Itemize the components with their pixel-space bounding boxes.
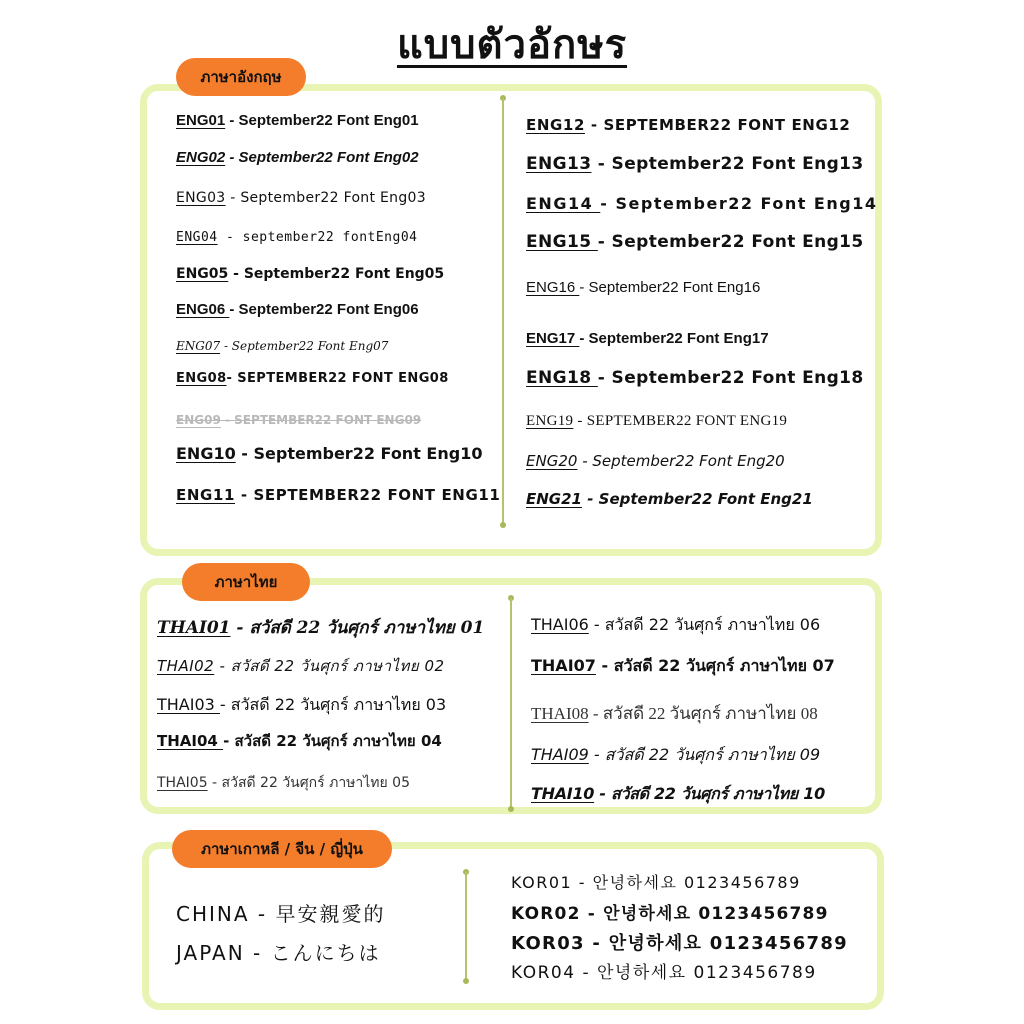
font-sample-text: - September22 Font Eng15: [597, 232, 864, 252]
font-code: ENG05: [176, 266, 229, 282]
font-code: ENG07: [176, 339, 221, 353]
font-sample-text: - September22 Font Eng14: [600, 194, 878, 213]
font-sample-text: - September22 Font Eng01: [225, 112, 419, 129]
font-sample-text: - SEPTEMBER22 FONT ENG08: [226, 371, 449, 386]
font-sample-eng21: [526, 492, 813, 507]
page-title: แบบตัวอักษร: [396, 22, 628, 68]
font-code: ENG17: [526, 330, 580, 347]
font-code: ENG06: [176, 301, 230, 318]
font-code: ENG04: [176, 230, 218, 245]
font-code: ENG09: [176, 413, 221, 427]
font-sample-thai10: [531, 786, 825, 802]
font-code: ENG16: [526, 279, 580, 296]
font-sample-eng18: [526, 370, 864, 387]
asian-divider: [465, 872, 467, 982]
font-sample-text: - SEPTEMBER22 FONT ENG19: [573, 413, 788, 429]
font-sample-eng19: [526, 414, 787, 429]
font-sample-thai09: [531, 747, 820, 763]
font-sample-kor02: KOR02 - 안녕하세요 0123456789: [511, 904, 829, 924]
font-sample-text: - September22 Font Eng16: [579, 279, 761, 296]
font-code: THAI06: [531, 615, 589, 634]
font-sample-eng14: [526, 196, 877, 212]
font-code: THAI02: [157, 657, 215, 675]
font-sample-thai01: [157, 620, 484, 637]
font-sample-thai06: [531, 617, 820, 633]
font-sample-china: CHINA - 早安親愛的: [176, 902, 386, 926]
font-code: ENG20: [526, 452, 578, 470]
font-code: ENG13: [526, 154, 592, 174]
font-code: ENG10: [176, 444, 236, 463]
font-code: ENG18: [526, 368, 598, 388]
font-sample-text: - สวัสดี 22 วันศุกร์ ภาษาไทย 06: [588, 615, 821, 634]
font-sample-text: - สวัสดี 22 วันศุกร์ ภาษาไทย 05: [207, 775, 411, 791]
font-code: THAI07: [531, 656, 596, 675]
font-sample-text: - สวัสดี 22 วันศุกร์ ภาษาไทย 08: [588, 704, 818, 723]
font-sample-eng08: [176, 372, 449, 385]
font-code: THAI08: [531, 704, 589, 723]
thai-tab: ภาษาไทย: [182, 563, 310, 601]
divider-dot-bottom: [463, 978, 469, 984]
font-sample-eng02: [176, 150, 419, 165]
font-sample-eng01: [176, 113, 419, 128]
font-sample-text: - September22 Font Eng13: [591, 154, 864, 174]
font-sample-eng06: [176, 302, 419, 317]
font-sample-eng20: [526, 454, 785, 469]
font-code: ENG01: [176, 112, 226, 129]
font-sample-eng05: [176, 267, 444, 281]
font-code: ENG08: [176, 371, 227, 386]
font-code: ENG21: [526, 490, 582, 508]
font-sample-eng04: [176, 231, 417, 244]
font-sample-text: - SEPTEMBER22 FONT ENG11: [235, 486, 501, 504]
thai-divider: [510, 598, 512, 810]
font-sample-thai05: [157, 776, 410, 790]
font-code: ENG14: [526, 194, 601, 213]
font-sample-text: - september22 fontEng04: [217, 230, 418, 245]
font-sample-text: - สวัสดี 22 วันศุกร์ ภาษาไทย 10: [594, 784, 825, 803]
font-sample-text: - September22 Font Eng21: [582, 490, 813, 508]
font-sample-eng09: [176, 414, 421, 426]
font-sample-kor04: KOR04 - 안녕하세요 0123456789: [511, 963, 817, 983]
font-sample-text: - September22 Font Eng03: [225, 190, 426, 206]
font-code: THAI01: [157, 618, 231, 638]
font-sample-text: - September22 Font Eng07: [220, 339, 389, 353]
english-tab: ภาษาอังกฤษ: [176, 58, 306, 96]
font-sample-text: - September22 Font Eng18: [597, 368, 864, 388]
font-code: ENG12: [526, 116, 585, 134]
font-sample-text: - September22 Font Eng20: [577, 452, 785, 470]
font-sample-text: - SEPTEMBER22 FONT ENG09: [220, 413, 422, 427]
font-sample-text: - September22 Font Eng17: [579, 330, 769, 347]
font-sample-eng11: [176, 488, 500, 503]
font-sample-text: - September22 Font Eng10: [235, 444, 483, 463]
font-sample-text: - September22 Font Eng02: [225, 149, 419, 166]
font-code: THAI10: [531, 784, 595, 803]
font-sample-eng10: [176, 446, 482, 462]
font-sample-thai07: [531, 658, 835, 674]
font-sample-text: - สวัสดี 22 วันศุกร์ ภาษาไทย 07: [595, 656, 835, 675]
font-code: THAI05: [157, 775, 208, 791]
divider-dot-bottom: [508, 806, 514, 812]
font-sample-eng15: [526, 234, 864, 251]
english-divider: [502, 98, 504, 526]
font-sample-eng07: [176, 340, 388, 352]
font-sample-kor01: KOR01 - 안녕하세요 0123456789: [511, 873, 801, 892]
divider-dot-bottom: [500, 522, 506, 528]
asian-tab: ภาษาเกาหลี / จีน / ญี่ปุ่น: [172, 830, 392, 868]
font-sample-text: - September22 Font Eng05: [228, 266, 445, 282]
font-sample-eng12: [526, 118, 850, 133]
font-sample-text: - สวัสดี 22 วันศุกร์ ภาษาไทย 04: [223, 732, 442, 750]
font-sample-text: - SEPTEMBER22 FONT ENG12: [585, 116, 851, 134]
font-sample-eng16: [526, 280, 760, 295]
font-sample-japan: JAPAN - こんにちは: [176, 941, 381, 965]
font-sample-text: - สวัสดี 22 วันศุกร์ ภาษาไทย 09: [588, 745, 821, 764]
font-code: ENG02: [176, 149, 226, 166]
font-sample-text: - สวัสดี 22 วันศุกร์ ภาษาไทย 02: [214, 657, 445, 675]
font-code: THAI04: [157, 732, 224, 750]
font-sample-thai03: [157, 697, 446, 713]
font-code: ENG15: [526, 232, 598, 252]
font-code: ENG11: [176, 486, 235, 504]
font-sample-thai08: [531, 705, 818, 722]
font-sample-text: - สวัสดี 22 วันศุกร์ ภาษาไทย 01: [230, 618, 485, 638]
font-sample-text: - September22 Font Eng06: [229, 301, 419, 318]
font-sample-kor03: KOR03 - 안녕하세요 0123456789: [511, 933, 849, 954]
font-sample-eng17: [526, 331, 769, 346]
font-sample-thai04: [157, 734, 442, 749]
font-code: ENG19: [526, 413, 574, 429]
font-code: THAI03: [157, 695, 220, 714]
font-sample-thai02: [157, 659, 445, 674]
font-code: ENG03: [176, 190, 226, 206]
font-sample-eng13: [526, 156, 864, 173]
font-code: THAI09: [531, 745, 589, 764]
font-sample-text: - สวัสดี 22 วันศุกร์ ภาษาไทย 03: [219, 695, 447, 714]
font-sample-eng03: [176, 191, 426, 205]
